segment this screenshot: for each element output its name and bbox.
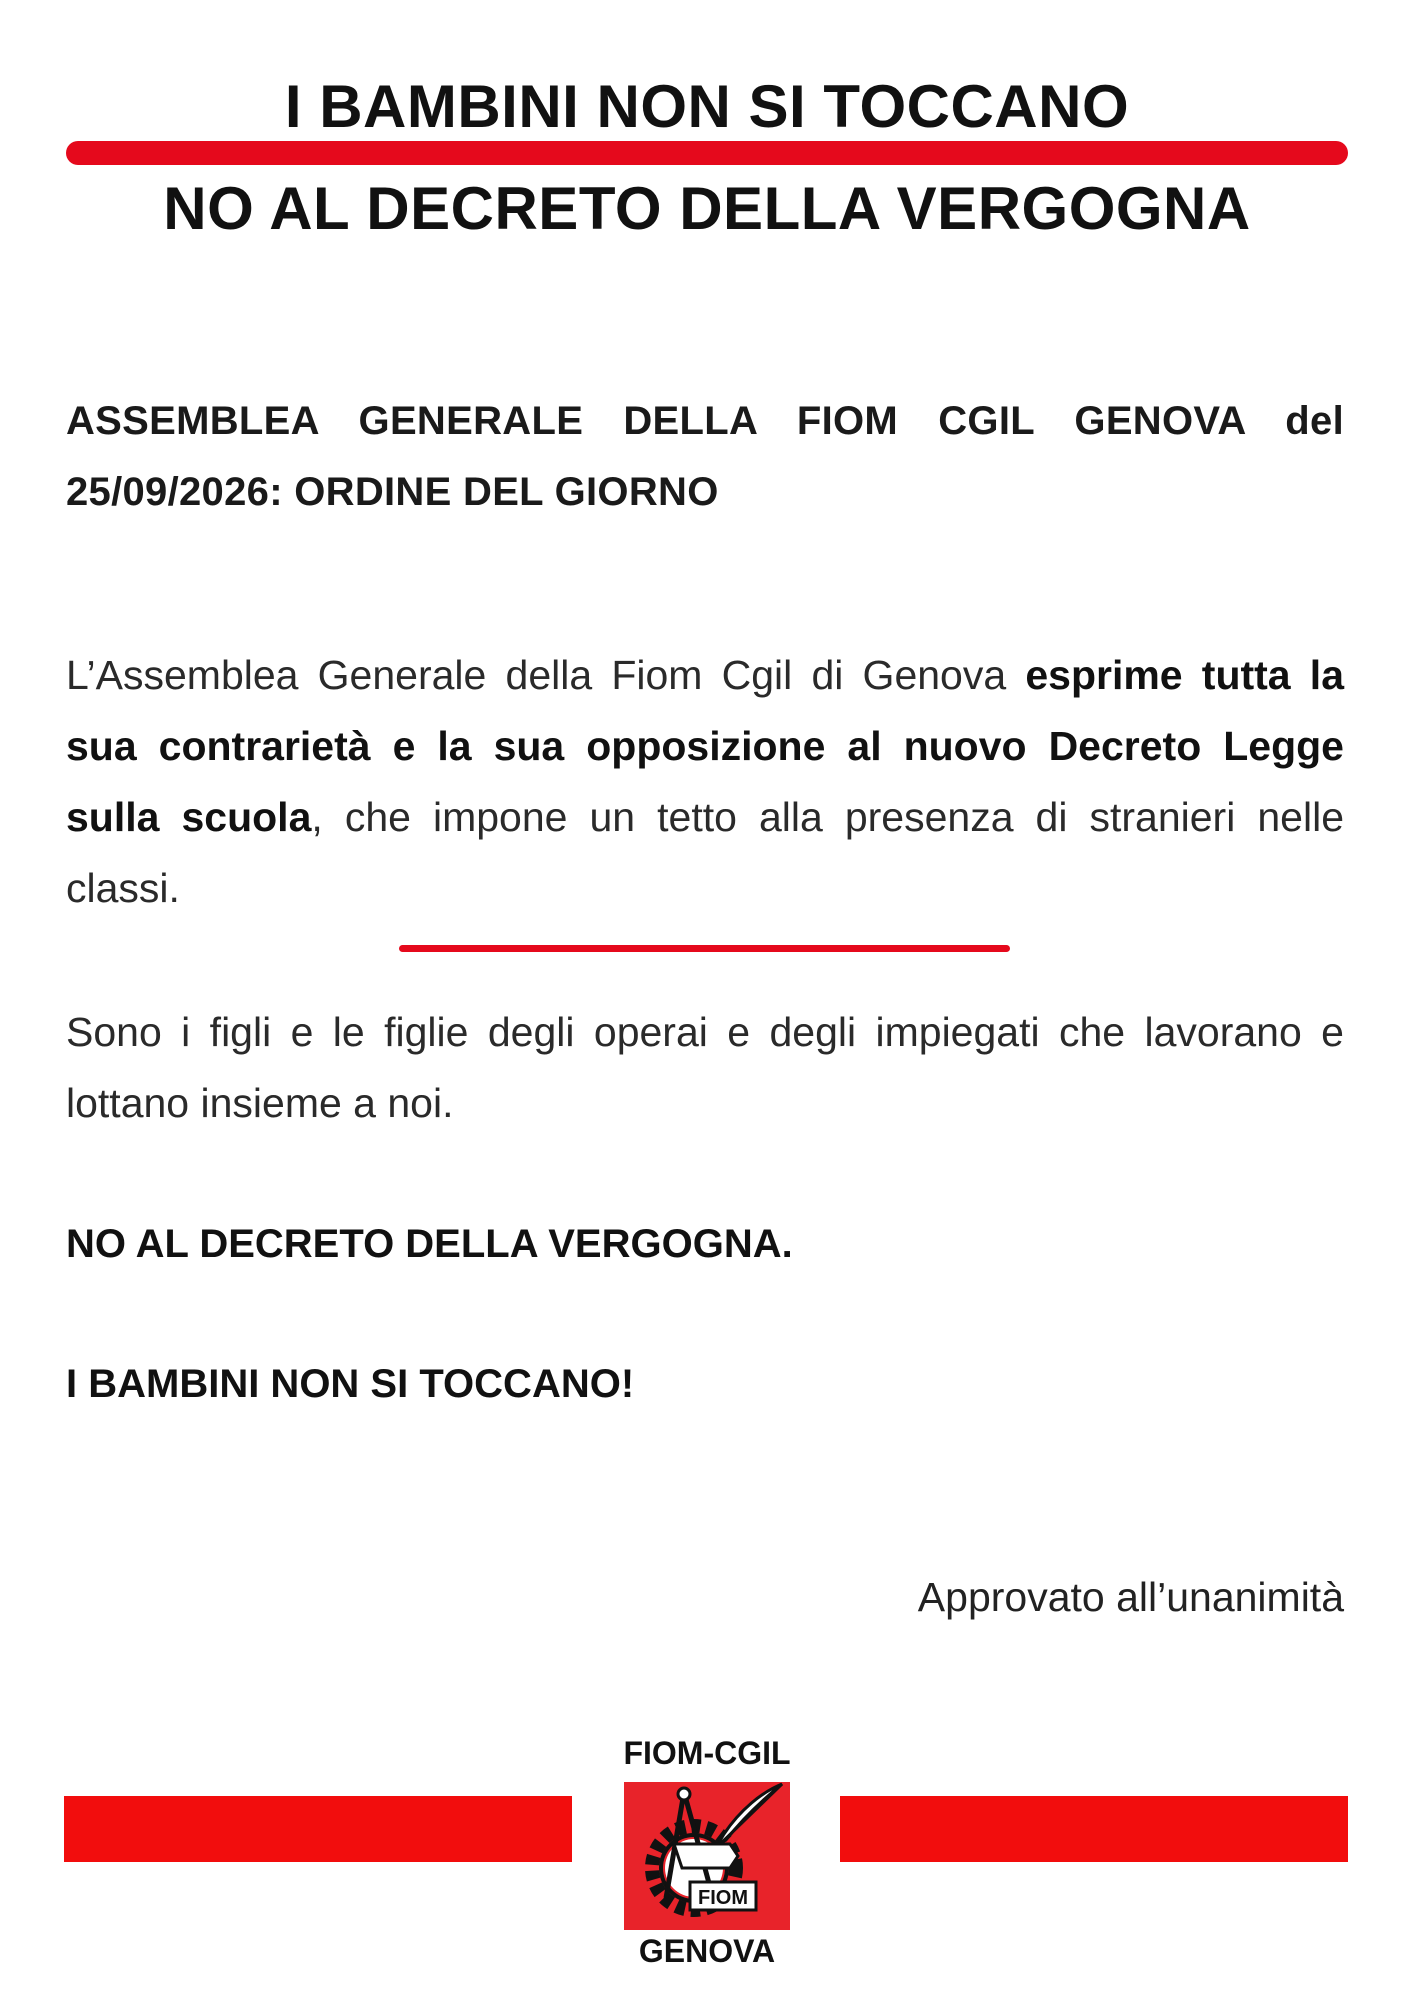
paragraph-resolution [66, 640, 1344, 924]
logo-badge-text: FIOM [698, 1887, 748, 1909]
paragraph-rest: , che impone un tetto alla presenza di stranieri nelle classi. [66, 794, 1344, 911]
headline-bottom: NO AL DECRETO DELLA VERGOGNA [163, 175, 1251, 242]
paragraph-intro: L’Assemblea Generale della Fiom Cgil di Genova [66, 652, 1026, 698]
footer-bar-left [64, 1796, 572, 1862]
anvil-icon [674, 1844, 738, 1868]
paragraph-emphasis: esprime tutta la sua contrarietà e la sua opposizione al nuovo Decreto Legge sulla scuola [66, 652, 1344, 840]
slogan-children: I BAMBINI NON SI TOCCANO! [66, 1362, 635, 1406]
logo-bottom-text: GENOVA [638, 1933, 776, 1967]
approval-note: Approvato all’unanimità [917, 1574, 1344, 1620]
headline-divider [66, 141, 1348, 165]
assembly-title: ASSEMBLEA GENERALE DELLA FIOM CGIL GENOVA del 25/09/2026: ORDINE DEL GIORNO [66, 399, 1344, 514]
logo-top-text: FIOM-CGIL [623, 1735, 791, 1771]
headline-top: I BAMBINI NON SI TOCCANO [284, 73, 1130, 140]
footer-bar-right [840, 1796, 1348, 1862]
section-divider [399, 945, 1010, 952]
paragraph-workers: Sono i figli e le figlie degli operai e degli impiegati che lavorano e lottano insieme a noi. [66, 1009, 1344, 1126]
fiom-cgil-logo [612, 1722, 802, 1967]
slogan-decree: NO AL DECRETO DELLA VERGOGNA. [66, 1222, 793, 1266]
